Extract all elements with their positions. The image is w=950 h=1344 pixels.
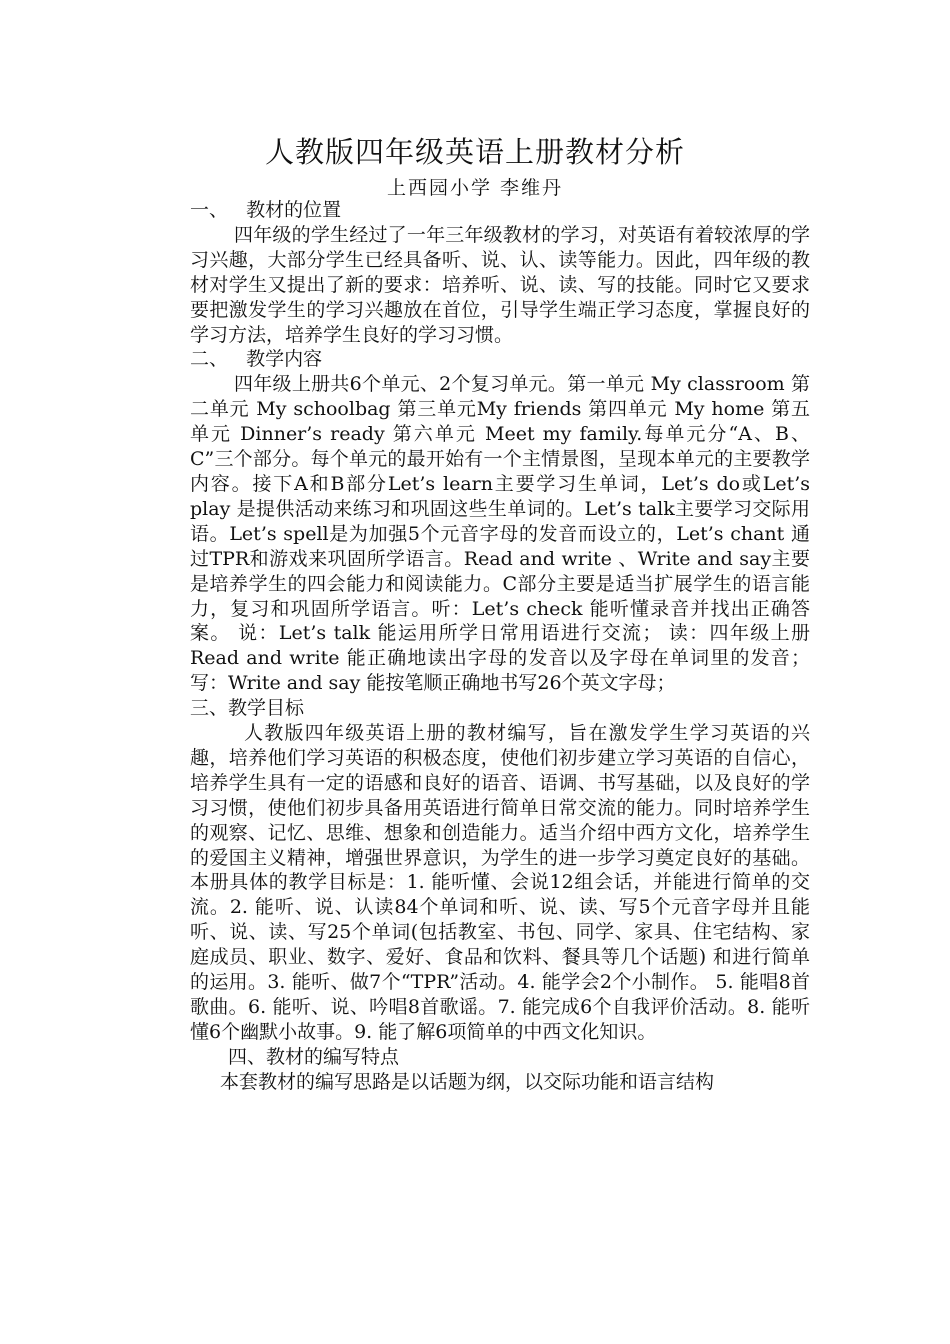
section-heading-position: 一、 教材的位置 <box>190 199 342 221</box>
section-text-content: 四年级上册共6个单元、2个复习单元。第一单元 My classroom 第二单元 My schoolbag 第三单元My friends 第四单元 My home 第五单元 Dinner’s ready 第六单元 Meet my family.每单元分“A、B、C”三个部分。每个单元的最开始有一个主情景图，呈现本单元的主要教学内容。接下A和B部分Let’s learn主要学习生单词，Let’s do或Let’s play 是提供活动来练习和巩固这些生单词的。Let’s talk主要学习交际用语。Let’s spell是为加强5个元音字母的发音而设立的，Let’s chant 通过TPR和游戏来巩固所学语言。Read and write 、Write and say主要是培养学生的四会能力和阅读能力。C部分主要是适当扩展学生的语言能力，复习和巩固所学语言。听：Let’s check 能听懂录音并找出正确答案。 说：Let’s talk 能运用所学日常用语进行交流； 读：四年级上册Read and write 能正确地读出字母的发音以及字母在单词里的发音；写：Write and say 能按笔顺正确地书写26个英文字母； <box>190 373 810 695</box>
document-body <box>190 198 810 1095</box>
section-heading-features: 四、教材的编写特点 <box>228 1045 400 1068</box>
section-text-goals: 人教版四年级英语上册的教材编写，旨在激发学生学习英语的兴趣，培养他们学习英语的积极态度，使他们初步建立学习英语的自信心，培养学生具有一定的语感和良好的语音、语调、书写基础，以及良好的学习习惯，使他们初步具备用英语进行简单日常交流的能力。同时培养学生的观察、记忆、思维、想象和创造能力。适当介绍中西方文化，培养学生的爱国主义精神，增强世界意识，为学生的进一步学习奠定良好的基础。 本册具体的教学目标是：1. 能听懂、会说12组会话，并能进行简单的交流。2. 能听、说、认读84个单词和听、说、读、写5个元音字母并且能听、说、读、写25个单词(包括教室、书包、同学、家具、住宅结构、家庭成员、职业、数字、爱好、食品和饮料、餐具等几个话题) 和进行简单的运用。3. 能听、做7个“TPR”活动。4. 能学会2个小制作。 5. 能唱8首歌曲。6. 能听、说、吟唱8首歌谣。7. 能完成6个自我评价活动。8. 能听懂6个幽默小故事。9. 能了解6项简单的中西文化知识。 <box>190 722 810 1043</box>
document-author: 上西园小学 李维丹 <box>386 177 564 199</box>
document-title: 人教版四年级英语上册教材分析 <box>264 135 685 169</box>
section-heading-goals: 三、教学目标 <box>190 697 305 720</box>
section-heading-content: 二、 教学内容 <box>190 348 323 371</box>
section-text-position: 四年级的学生经过了一年三年级教材的学习，对英语有着较浓厚的学习兴趣，大部分学生已经具备听、说、认、读等能力。因此，四年级的教材对学生又提出了新的要求：培养听、说、读、写的技能。同时它又要求要把激发学生的学习兴趣放在首位，引导学生端正学习态度，掌握良好的学习方法，培养学生良好的学习习惯。 <box>190 223 810 346</box>
section-text-features: 本套教材的编写思路是以话题为纲，以交际功能和语言结构 <box>220 1070 715 1093</box>
